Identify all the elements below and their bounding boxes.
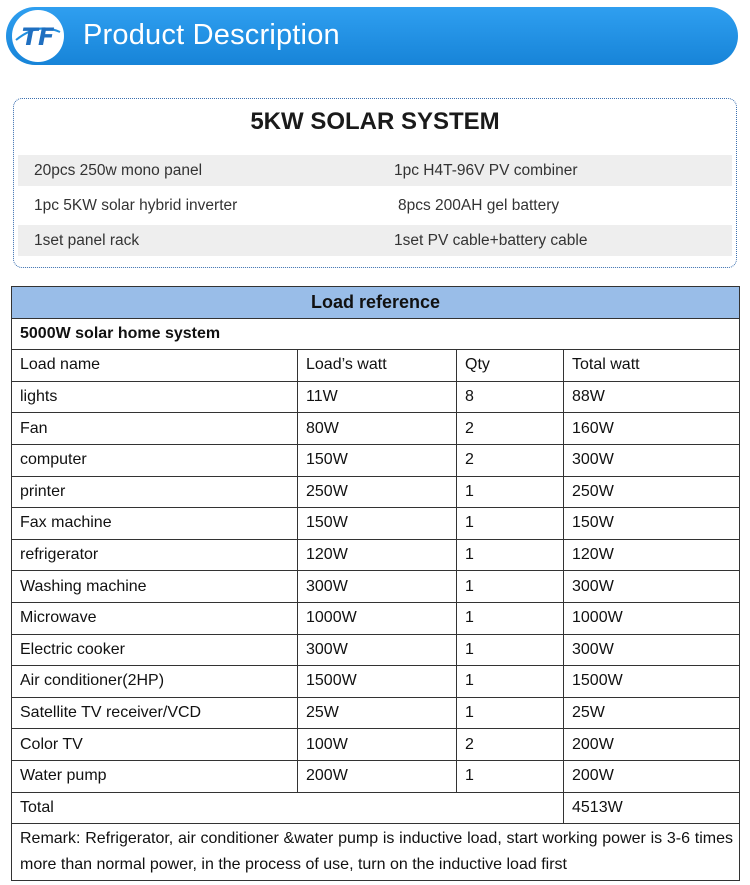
load-watt: 80W	[298, 413, 457, 445]
load-table	[11, 286, 740, 881]
load-qty: 2	[457, 444, 564, 476]
spec-item: 20pcs 250w mono panel	[34, 162, 203, 179]
load-watt: 1500W	[298, 666, 457, 698]
table-heading-row	[12, 287, 740, 319]
load-total: 1000W	[564, 602, 740, 634]
spec-item: 8pcs 200AH gel battery	[398, 197, 560, 214]
load-total: 1500W	[564, 666, 740, 698]
load-total: 300W	[564, 571, 740, 603]
load-total: 300W	[564, 444, 740, 476]
load-watt: 250W	[298, 476, 457, 508]
load-total: 25W	[564, 697, 740, 729]
load-qty: 2	[457, 413, 564, 445]
load-name: lights	[12, 381, 298, 413]
brand-logo	[12, 10, 64, 62]
load-watt: 150W	[298, 444, 457, 476]
remark-row	[12, 824, 740, 881]
load-name: Fax machine	[12, 508, 298, 540]
table-row	[12, 571, 740, 603]
load-watt: 120W	[298, 539, 457, 571]
spec-item: 1set PV cable+battery cable	[394, 232, 588, 249]
load-qty: 1	[457, 697, 564, 729]
total-value: 4513W	[564, 792, 740, 824]
load-qty: 1	[457, 760, 564, 792]
load-qty: 1	[457, 666, 564, 698]
load-name: Water pump	[12, 760, 298, 792]
load-total: 120W	[564, 539, 740, 571]
load-qty: 1	[457, 634, 564, 666]
table-row	[12, 634, 740, 666]
table-row	[12, 697, 740, 729]
load-watt: 200W	[298, 760, 457, 792]
column-header: Load name	[12, 350, 298, 382]
spec-item: 1set panel rack	[34, 232, 140, 249]
load-qty: 1	[457, 571, 564, 603]
total-label: Total	[12, 792, 564, 824]
table-row	[12, 539, 740, 571]
load-name: printer	[12, 476, 298, 508]
table-row	[12, 602, 740, 634]
logo-text: TF	[21, 23, 55, 51]
load-total: 200W	[564, 760, 740, 792]
tf-logo-icon	[12, 10, 64, 62]
spec-row	[18, 155, 732, 186]
spec-row	[18, 225, 732, 256]
table-row	[12, 413, 740, 445]
header-banner	[6, 7, 738, 65]
load-total: 88W	[564, 381, 740, 413]
table-row	[12, 476, 740, 508]
load-name: computer	[12, 444, 298, 476]
load-name: Fan	[12, 413, 298, 445]
load-qty: 1	[457, 476, 564, 508]
load-name: Microwave	[12, 602, 298, 634]
spec-title: 5KW SOLAR SYSTEM	[250, 108, 500, 135]
page-title: Product Description	[83, 19, 340, 51]
system-name: 5000W solar home system	[12, 318, 740, 350]
spec-box	[13, 98, 737, 268]
column-header-row	[12, 350, 740, 382]
load-watt: 11W	[298, 381, 457, 413]
table-row	[12, 666, 740, 698]
load-reference-table	[11, 286, 739, 881]
load-name: Color TV	[12, 729, 298, 761]
spec-item: 1pc 5KW solar hybrid inverter	[34, 197, 238, 214]
load-qty: 1	[457, 602, 564, 634]
column-header: Total watt	[564, 350, 740, 382]
load-name: Air conditioner(2HP)	[12, 666, 298, 698]
load-total: 300W	[564, 634, 740, 666]
load-name: Electric cooker	[12, 634, 298, 666]
load-qty: 1	[457, 539, 564, 571]
total-row	[12, 792, 740, 824]
load-total: 200W	[564, 729, 740, 761]
system-name-row	[12, 318, 740, 350]
table-row	[12, 729, 740, 761]
table-row	[12, 381, 740, 413]
load-name: Washing machine	[12, 571, 298, 603]
load-qty: 1	[457, 508, 564, 540]
load-qty: 8	[457, 381, 564, 413]
table-row	[12, 760, 740, 792]
load-watt: 150W	[298, 508, 457, 540]
load-name: Satellite TV receiver/VCD	[12, 697, 298, 729]
load-total: 250W	[564, 476, 740, 508]
load-reference-heading: Load reference	[12, 287, 740, 319]
load-watt: 25W	[298, 697, 457, 729]
table-row	[12, 508, 740, 540]
load-watt: 300W	[298, 571, 457, 603]
load-watt: 300W	[298, 634, 457, 666]
load-total: 160W	[564, 413, 740, 445]
remark-text: Remark: Refrigerator, air conditioner &water pump is inductive load, start working power is 3-6 times more than normal power, in the process of use, turn on the inductive load first	[12, 824, 740, 881]
spec-item: 1pc H4T-96V PV combiner	[394, 162, 578, 179]
load-watt: 100W	[298, 729, 457, 761]
load-name: refrigerator	[12, 539, 298, 571]
load-total: 150W	[564, 508, 740, 540]
column-header: Qty	[457, 350, 564, 382]
spec-row	[18, 190, 732, 221]
table-row	[12, 444, 740, 476]
load-qty: 2	[457, 729, 564, 761]
load-watt: 1000W	[298, 602, 457, 634]
column-header: Load’s watt	[298, 350, 457, 382]
